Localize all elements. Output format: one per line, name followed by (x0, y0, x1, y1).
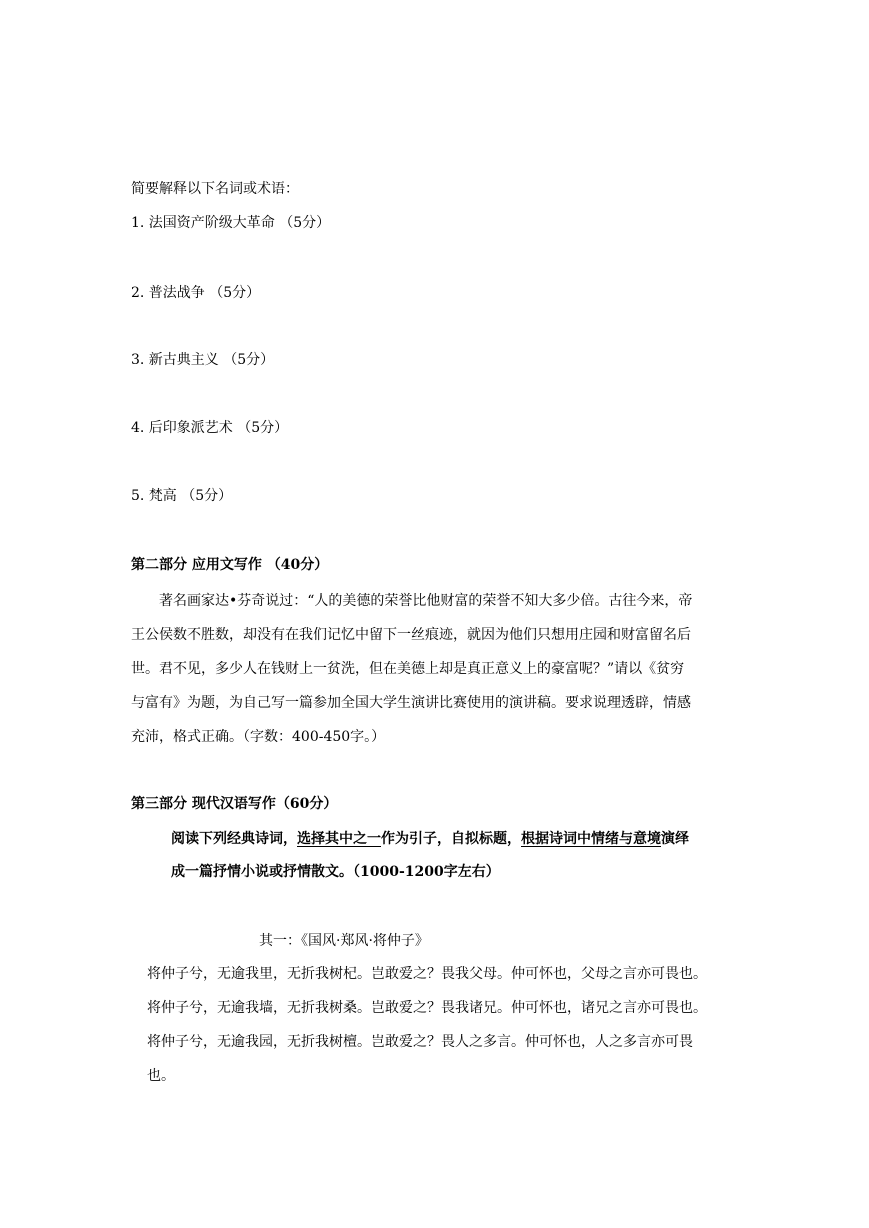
poem-line-3: 将仲子兮，无逾我园，无折我树檀。岂敢爱之？畏人之多言。仲可怀也，人之多言亦可畏 (147, 1034, 693, 1050)
poem-line-2: 将仲子兮，无逾我墙，无折我树桑。岂敢爱之？畏我诸兄。仲可怀也，诸兄之言亦可畏也。 (147, 1000, 707, 1016)
term-item-1: 1. 法国资产阶级大革命 （5分） (131, 215, 331, 231)
instruction-segment-5: 演绎 (661, 831, 689, 847)
part3-instruction-line-2: 成一篇抒情小说或抒情散文。（1000-1200字左右） (171, 864, 500, 880)
instruction-segment-4: 根据诗词中情绪与意境 (521, 831, 661, 847)
part2-prompt (131, 584, 741, 754)
term-item-3: 3. 新古典主义 （5分） (131, 352, 275, 368)
instruction-segment-2: 选择其中之一 (297, 831, 381, 847)
poem-line-4: 也。 (147, 1068, 175, 1084)
part2-line-1: 著名画家达•芬奇说过：“人的美德的荣誉比他财富的荣誉不知大多少倍。古往今来，帝 (159, 593, 693, 609)
term-item-5: 5. 梵高 （5分） (131, 488, 233, 504)
instruction-segment-3: 作为引子，自拟标题， (381, 831, 521, 847)
part2-line-3: 世。君不见，多少人在钱财上一贫洗，但在美德上却是真正意义上的豪富呢？”请以《贫穷 (131, 661, 685, 677)
instruction-segment-1: 阅读下列经典诗词， (171, 831, 297, 847)
term-item-4: 4. 后印象派艺术 （5分） (131, 420, 289, 436)
part1-intro: 简要解释以下名词或术语： (131, 181, 299, 197)
part3-instruction-line-1 (171, 829, 689, 849)
part2-line-4: 与富有》为题，为自己写一篇参加全国大学生演讲比赛使用的演讲稿。要求说理透辟，情感 (131, 695, 691, 711)
part2-line-5: 充沛，格式正确。（字数：400-450字。） (131, 729, 386, 745)
poem-body (147, 957, 757, 1093)
poem-line-1: 将仲子兮，无逾我里，无折我树杞。岂敢爱之？畏我父母。仲可怀也，父母之言亦可畏也。 (147, 966, 707, 982)
term-item-2: 2. 普法战争 （5分） (131, 285, 261, 301)
part2-heading: 第二部分 应用文写作 （40分） (131, 557, 329, 573)
part2-line-2: 王公侯数不胜数，却没有在我们记忆中留下一丝痕迹，就因为他们只想用庄园和财富留名后 (131, 627, 691, 643)
poem-title: 其一：《国风·郑风·将仲子》 (259, 933, 429, 949)
part3-heading: 第三部分 现代汉语写作（60分） (131, 796, 338, 812)
